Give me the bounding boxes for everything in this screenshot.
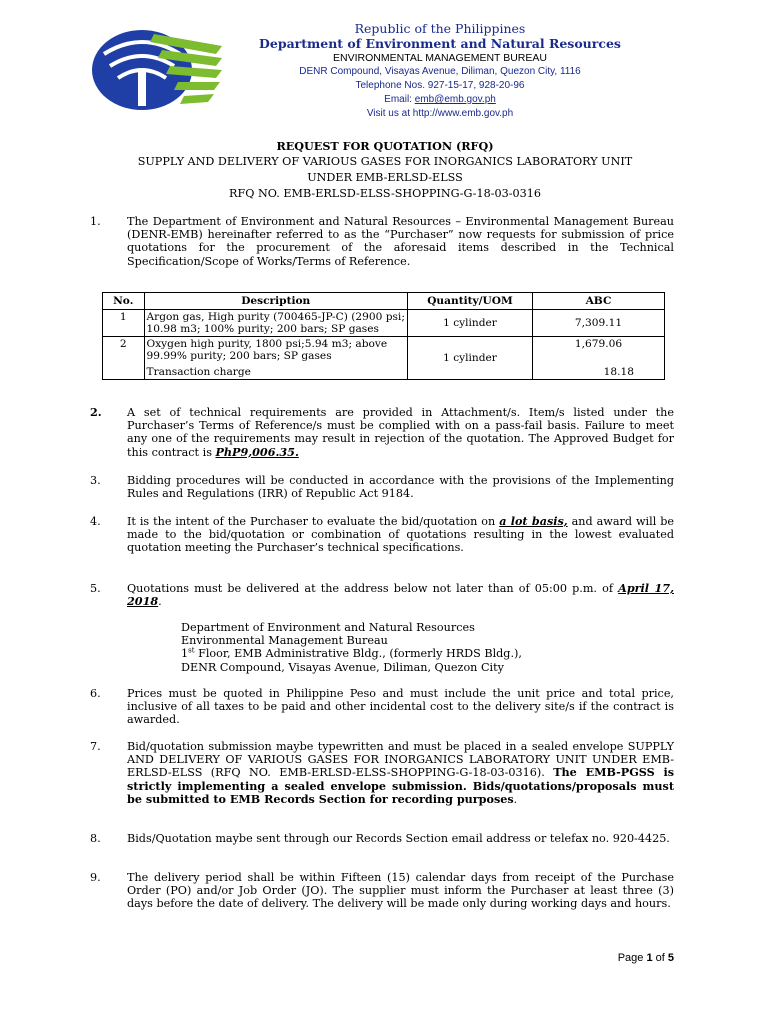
header-telephone: Telephone Nos. 927-15-17, 928-20-96 [355,80,525,91]
item-abc-cell [532,337,664,380]
transaction-charge-value: 18.18 [603,366,634,378]
item-quantity: 1 cylinder [407,310,532,337]
rfq-subject-unit: UNDER EMB-ERLSD-ELSS [307,171,463,184]
table-row [103,337,665,380]
paragraph-text: The Department of Environment and Natural Resources – Environmental Management Bureau (DENR-EMB) hereinafter referred to as the “Purchaser” now requests for submission of price quotations for the procurement of the aforesaid items described in the Technical Specification/Scope of Works/Terms of Reference. [127,215,674,268]
paragraph-text: Quotations must be delivered at the address below not later than of 05:00 p.m. of April 17, 2018. [127,581,674,609]
delivery-address: Department of Environment and Natural Resources Environmental Management Bureau 1st Floor, EMB Administrative Bldg., (formerly HRDS Bldg.), DENR Compound, Visayas Avenue, Diliman, Quezon City [181,621,522,674]
column-header-description: Description [144,293,407,310]
header-bureau: ENVIRONMENTAL MANAGEMENT BUREAU [333,52,547,64]
header-website: Visit us at http://www.emb.gov.ph [366,108,514,119]
header-department: Department of Environment and Natural Resources [259,36,621,51]
paragraph-text: Bidding procedures will be conducted in accordance with the provisions of the Implementing Rules and Regulations (IRR) of Republic Act 9184. [127,474,674,501]
paragraph-text: Bid/quotation submission maybe typewritten and must be placed in a sealed envelope SUPPLY AND DELIVERY OF VARIOUS GASES FOR INORGANICS LABORATORY UNIT UNDER EMB-ERLSD-ELSS (RFQ NO. EMB-ERLSD-ELSS-SHOPPING-G-18-03-0316). The EMB-PGSS is strictly implementing a sealed envelope submission. Bids/quotations/proposals must be submitted to EMB Records Section for recording purposes. [127,740,674,806]
header-email-label: Email: [384,94,415,105]
lot-basis: a lot basis, [499,514,568,528]
paragraph-text: It is the intent of the Purchaser to evaluate the bid/quotation on a lot basis, and award will be made to the bid/quotation or combination of quotations resulting in the lowest evaluated quotation meeting the Purchaser’s technical specifications. [127,514,674,555]
paragraph-text: The delivery period shall be within Fifteen (15) calendar days from receipt of the Purchase Order (PO) and/or Job Order (JO). The supplier must inform the Purchaser at least three (3) days before the date of delivery. The delivery will be made only during working days and hours. [127,871,674,911]
column-header-quantity: Quantity/UOM [407,293,532,310]
paragraph-number: 7. [90,740,101,753]
item-abc: 7,309.11 [532,310,664,337]
table-header-row [103,293,665,310]
paragraph-text: A set of technical requirements are provided in Attachment/s. Item/s listed under the Purchaser’s Terms of Reference/s must be complied with on a pass-fail basis. Failure to meet any one of the requirements may result in rejection of the quotation. The Approved Budget for this contract is PhP9,006.35. [127,406,674,459]
rfq-subject: SUPPLY AND DELIVERY OF VARIOUS GASES FOR INORGANICS LABORATORY UNIT [137,155,633,168]
rfq-title: REQUEST FOR QUOTATION (RFQ) [276,139,494,153]
paragraph-number: 6. [90,687,101,700]
table-row [103,310,665,337]
deadline-date: April 17, 2018 [127,581,674,609]
item-abc: 1,679.06 [574,338,623,350]
item-description: Argon gas, High purity (700465-JP-C) (2900 psi; 10.98 m3; 100% purity; 200 bars; SP gases [144,310,407,337]
paragraph-number: 9. [90,871,101,884]
paragraph-number: 3. [90,474,101,487]
approved-budget: PhP9,006.35. [215,444,299,459]
page-number: Page 1 of 5 [617,952,674,964]
paragraph-text: Bids/Quotation maybe sent through our Records Section email address or telefax no. 920-4425. [127,832,670,845]
paragraph-number: 4. [90,515,101,528]
column-header-no: No. [103,293,145,310]
paragraph-number: 2. [90,405,102,419]
rfq-number: RFQ NO. EMB-ERLSD-ELSS-SHOPPING-G-18-03-0316 [229,187,541,200]
paragraph-number: 1. [90,215,101,228]
header-email-line [230,94,650,105]
sealed-envelope-notice: The EMB-PGSS is strictly implementing a sealed envelope submission. Bids/quotations/proposals must be submitted to EMB Records Section for recording purposes [127,765,674,806]
paragraph-number: 8. [90,832,101,845]
item-no: 2 [103,337,145,380]
item-description-cell [144,337,407,380]
denr-logo [84,24,224,112]
item-quantity: 1 cylinder [407,337,532,380]
items-table [102,292,665,380]
header-republic: Republic of the Philippines [354,21,526,36]
column-header-abc: ABC [532,293,664,310]
paragraph-number: 5. [90,582,101,595]
transaction-charge-label: Transaction charge [146,366,251,378]
header-address: DENR Compound, Visayas Avenue, Diliman, Quezon City, 1116 [299,66,581,77]
item-no: 1 [103,310,145,337]
header-email-link[interactable]: emb@emb.gov.ph [414,94,496,105]
paragraph-text: Prices must be quoted in Philippine Peso and must include the unit price and total price, inclusive of all taxes to be paid and other incidental cost to the delivery site/s if the contract is awarded. [127,687,674,727]
item-description: Oxygen high purity, 1800 psi;5.94 m3; above 99.99% purity; 200 bars; SP gases [146,338,388,362]
